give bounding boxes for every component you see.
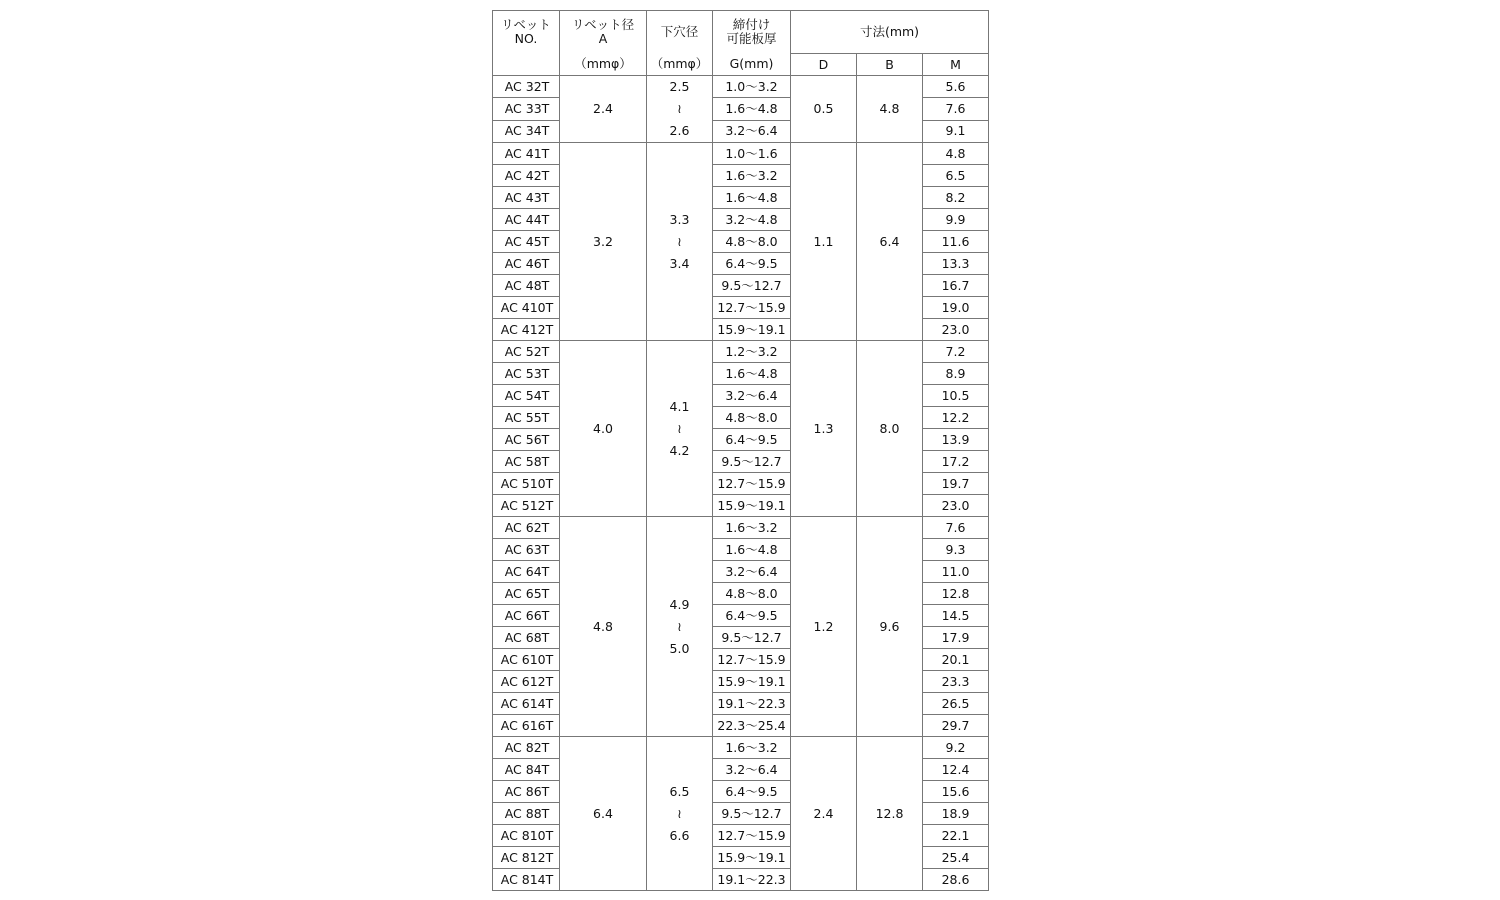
rivet-no-cell: AC 42T <box>493 165 560 187</box>
dimension-m-cell: 17.9 <box>923 627 989 649</box>
grip-range-cell: 1.6～4.8 <box>713 363 791 385</box>
rivet-no-cell: AC 64T <box>493 561 560 583</box>
rivet-no-cell: AC 86T <box>493 781 560 803</box>
rivet-no-cell: AC 48T <box>493 275 560 297</box>
header-dimensions <box>791 11 989 54</box>
table-body <box>493 76 989 891</box>
grip-range-cell: 4.8～8.0 <box>713 583 791 605</box>
grip-range-cell: 4.8～8.0 <box>713 231 791 253</box>
dimension-b-cell: 4.8 <box>857 76 923 143</box>
rivet-no-cell: AC 812T <box>493 847 560 869</box>
dimension-m-cell: 12.8 <box>923 583 989 605</box>
header-rivet-no-blank <box>493 54 560 76</box>
rivet-no-cell: AC 54T <box>493 385 560 407</box>
dimension-m-cell: 16.7 <box>923 275 989 297</box>
rivet-no-cell: AC 68T <box>493 627 560 649</box>
dimension-m-cell: 13.3 <box>923 253 989 275</box>
rivet-no-cell: AC 610T <box>493 649 560 671</box>
rivet-diameter-cell: 4.0 <box>560 341 647 517</box>
dimension-m-cell: 5.6 <box>923 76 989 98</box>
grip-range-cell: 3.2～6.4 <box>713 759 791 781</box>
dimension-m-cell: 19.0 <box>923 297 989 319</box>
grip-range-cell: 1.2～3.2 <box>713 341 791 363</box>
rivet-no-cell: AC 84T <box>493 759 560 781</box>
rivet-diameter-cell: 6.4 <box>560 737 647 891</box>
dimension-d-cell: 2.4 <box>791 737 857 891</box>
dimension-d-cell: 1.2 <box>791 517 857 737</box>
rivet-no-cell: AC 58T <box>493 451 560 473</box>
grip-range-cell: 9.5～12.7 <box>713 451 791 473</box>
rivet-no-cell: AC 88T <box>493 803 560 825</box>
range-separator: ≀ <box>677 420 682 436</box>
dimension-m-cell: 25.4 <box>923 847 989 869</box>
dimension-m-cell: 20.1 <box>923 649 989 671</box>
grip-range-cell: 12.7～15.9 <box>713 825 791 847</box>
header-rivet-diameter <box>560 11 647 54</box>
hole-diameter-cell <box>647 76 713 143</box>
header-rivet-no <box>493 11 560 54</box>
grip-range-cell: 12.7～15.9 <box>713 297 791 319</box>
dimension-m-cell: 7.6 <box>923 517 989 539</box>
dimension-m-cell: 9.2 <box>923 737 989 759</box>
header-hole-diameter <box>647 11 713 54</box>
grip-range-cell: 3.2～6.4 <box>713 561 791 583</box>
dimension-d-cell: 0.5 <box>791 76 857 143</box>
dimension-m-cell: 10.5 <box>923 385 989 407</box>
hole-max-value: 2.6 <box>669 123 690 138</box>
range-separator: ≀ <box>677 618 682 634</box>
dimension-m-cell: 7.2 <box>923 341 989 363</box>
rivet-no-cell: AC 45T <box>493 231 560 253</box>
grip-range-cell: 1.6～4.8 <box>713 98 791 120</box>
grip-range-cell: 9.5～12.7 <box>713 803 791 825</box>
grip-range-cell: 9.5～12.7 <box>713 627 791 649</box>
dimension-b-cell: 9.6 <box>857 517 923 737</box>
rivet-no-cell: AC 63T <box>493 539 560 561</box>
rivet-diameter-cell: 2.4 <box>560 76 647 143</box>
table-row <box>493 737 989 759</box>
rivet-no-cell: AC 33T <box>493 98 560 120</box>
dimension-m-cell: 13.9 <box>923 429 989 451</box>
hole-max-value: 4.2 <box>669 442 690 458</box>
grip-range-cell: 19.1～22.3 <box>713 869 791 891</box>
dimension-b-cell: 12.8 <box>857 737 923 891</box>
rivet-no-cell: AC 62T <box>493 517 560 539</box>
rivet-no-cell: AC 53T <box>493 363 560 385</box>
dimension-m-cell: 9.3 <box>923 539 989 561</box>
dimension-m-cell: 22.1 <box>923 825 989 847</box>
dimension-m-cell: 4.8 <box>923 143 989 165</box>
rivet-no-cell: AC 814T <box>493 869 560 891</box>
grip-range-cell: 6.4～9.5 <box>713 605 791 627</box>
rivet-no-cell: AC 52T <box>493 341 560 363</box>
dimension-m-cell: 7.6 <box>923 98 989 120</box>
rivet-no-cell: AC 510T <box>493 473 560 495</box>
header-rivet-no-line2: NO. <box>514 31 538 47</box>
rivet-no-cell: AC 34T <box>493 120 560 142</box>
header-grip-range-line2: 可能板厚 <box>726 31 777 47</box>
rivet-no-cell: AC 512T <box>493 495 560 517</box>
dimension-m-cell: 12.4 <box>923 759 989 781</box>
grip-range-cell: 1.0～1.6 <box>713 143 791 165</box>
grip-range-cell: 1.6～3.2 <box>713 165 791 187</box>
range-separator: ≀ <box>677 805 682 821</box>
hole-min-value: 2.5 <box>669 79 690 94</box>
grip-range-cell: 6.4～9.5 <box>713 781 791 803</box>
rivet-spec-table <box>492 10 989 891</box>
dimension-m-cell: 12.2 <box>923 407 989 429</box>
header-b: B <box>857 54 923 76</box>
grip-range-cell: 9.5～12.7 <box>713 275 791 297</box>
hole-max-value: 5.0 <box>669 640 690 656</box>
range-separator: ≀ <box>677 233 682 249</box>
rivet-no-cell: AC 46T <box>493 253 560 275</box>
header-grip-range <box>713 11 791 54</box>
header-grip-range-line1: 締付け <box>732 17 771 33</box>
hole-min-value: 4.1 <box>669 398 690 414</box>
grip-range-cell: 15.9～19.1 <box>713 319 791 341</box>
grip-range-cell: 3.2～4.8 <box>713 209 791 231</box>
dimension-m-cell: 11.6 <box>923 231 989 253</box>
rivet-no-cell: AC 612T <box>493 671 560 693</box>
table-row <box>493 517 989 539</box>
header-dimensions-label: 寸法(mm) <box>859 24 920 39</box>
rivet-no-cell: AC 810T <box>493 825 560 847</box>
dimension-b-cell: 8.0 <box>857 341 923 517</box>
hole-min-value: 6.5 <box>669 783 690 799</box>
grip-range-cell: 1.6～4.8 <box>713 539 791 561</box>
header-grip-range-unit: G(mm) <box>713 54 791 76</box>
dimension-m-cell: 8.9 <box>923 363 989 385</box>
hole-max-value: 3.4 <box>669 255 690 271</box>
grip-range-cell: 1.6～4.8 <box>713 187 791 209</box>
hole-min-value: 3.3 <box>669 211 690 227</box>
range-separator: ≀ <box>677 101 682 116</box>
dimension-m-cell: 23.0 <box>923 495 989 517</box>
rivet-no-cell: AC 41T <box>493 143 560 165</box>
hole-diameter-cell <box>647 341 713 517</box>
hole-diameter-cell <box>647 737 713 891</box>
grip-range-cell: 12.7～15.9 <box>713 649 791 671</box>
hole-min-value: 4.9 <box>669 596 690 612</box>
hole-diameter-cell <box>647 143 713 341</box>
dimension-m-cell: 28.6 <box>923 869 989 891</box>
dimension-m-cell: 23.3 <box>923 671 989 693</box>
grip-range-cell: 6.4～9.5 <box>713 429 791 451</box>
dimension-d-cell: 1.1 <box>791 143 857 341</box>
header-rivet-diameter-line2: A <box>598 31 608 47</box>
rivet-no-cell: AC 616T <box>493 715 560 737</box>
rivet-no-cell: AC 55T <box>493 407 560 429</box>
rivet-no-cell: AC 412T <box>493 319 560 341</box>
grip-range-cell: 1.6～3.2 <box>713 517 791 539</box>
header-rivet-diameter-unit: （mmφ） <box>560 54 647 76</box>
dimension-m-cell: 19.7 <box>923 473 989 495</box>
grip-range-cell: 12.7～15.9 <box>713 473 791 495</box>
grip-range-cell: 15.9～19.1 <box>713 847 791 869</box>
dimension-m-cell: 8.2 <box>923 187 989 209</box>
rivet-no-cell: AC 66T <box>493 605 560 627</box>
dimension-m-cell: 29.7 <box>923 715 989 737</box>
grip-range-cell: 1.0～3.2 <box>713 76 791 98</box>
grip-range-cell: 15.9～19.1 <box>713 495 791 517</box>
dimension-m-cell: 11.0 <box>923 561 989 583</box>
dimension-m-cell: 9.1 <box>923 120 989 142</box>
header-hole-diameter-unit: （mmφ） <box>647 54 713 76</box>
rivet-no-cell: AC 65T <box>493 583 560 605</box>
dimension-m-cell: 15.6 <box>923 781 989 803</box>
header-d: D <box>791 54 857 76</box>
grip-range-cell: 3.2～6.4 <box>713 120 791 142</box>
dimension-m-cell: 14.5 <box>923 605 989 627</box>
dimension-b-cell: 6.4 <box>857 143 923 341</box>
header-hole-diameter-label: 下穴径 <box>660 24 699 40</box>
rivet-no-cell: AC 614T <box>493 693 560 715</box>
rivet-no-cell: AC 82T <box>493 737 560 759</box>
rivet-diameter-cell: 4.8 <box>560 517 647 737</box>
rivet-diameter-cell: 3.2 <box>560 143 647 341</box>
rivet-no-cell: AC 43T <box>493 187 560 209</box>
table-row <box>493 341 989 363</box>
grip-range-cell: 1.6～3.2 <box>713 737 791 759</box>
grip-range-cell: 3.2～6.4 <box>713 385 791 407</box>
dimension-m-cell: 9.9 <box>923 209 989 231</box>
header-rivet-no-line1: リベット <box>501 17 551 33</box>
grip-range-cell: 22.3～25.4 <box>713 715 791 737</box>
hole-diameter-cell <box>647 517 713 737</box>
rivet-no-cell: AC 56T <box>493 429 560 451</box>
rivet-no-cell: AC 410T <box>493 297 560 319</box>
rivet-no-cell: AC 32T <box>493 76 560 98</box>
header-m: M <box>923 54 989 76</box>
dimension-m-cell: 6.5 <box>923 165 989 187</box>
dimension-m-cell: 18.9 <box>923 803 989 825</box>
dimension-d-cell: 1.3 <box>791 341 857 517</box>
grip-range-cell: 6.4～9.5 <box>713 253 791 275</box>
table-row <box>493 76 989 98</box>
rivet-no-cell: AC 44T <box>493 209 560 231</box>
grip-range-cell: 4.8～8.0 <box>713 407 791 429</box>
grip-range-cell: 19.1～22.3 <box>713 693 791 715</box>
table-row <box>493 143 989 165</box>
header-rivet-diameter-line1: リベット径 <box>571 17 635 33</box>
dimension-m-cell: 17.2 <box>923 451 989 473</box>
hole-max-value: 6.6 <box>669 827 690 843</box>
dimension-m-cell: 23.0 <box>923 319 989 341</box>
grip-range-cell: 15.9～19.1 <box>713 671 791 693</box>
dimension-m-cell: 26.5 <box>923 693 989 715</box>
